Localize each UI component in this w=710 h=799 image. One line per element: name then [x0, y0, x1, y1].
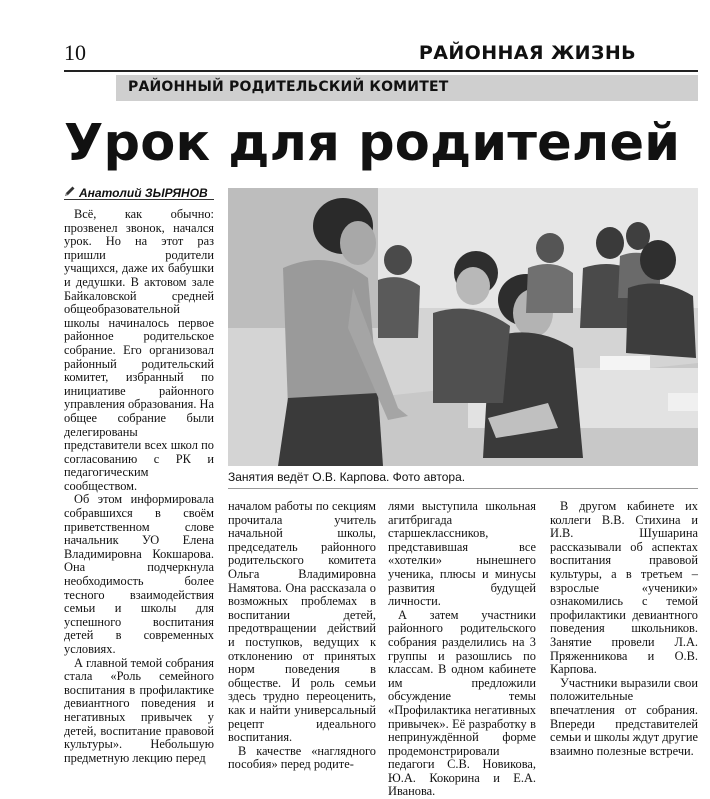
byline-underline [64, 199, 214, 200]
paragraph: А затем участники районного родительского собрания разделились на 3 группы и разошлись по классам. В одном кабинете им предложили обсуждение темы «Профилактика негативных привычек». Её разработку в непринуждённой форме продемонстрировали педагоги С.В. Новикова, Ю.А. Кокорина и Е.А. Иванова. [388, 607, 536, 799]
page-number: 10 [64, 40, 86, 65]
paragraph: В качестве «наглядного пособия» перед родите- [228, 743, 376, 772]
classroom-photo [228, 188, 698, 466]
article-headline: Урок для родителей [64, 114, 681, 173]
paragraph: Об этом информировала собравшихся в своём приветственном слове начальник УО Елена Владимировна Кокшарова. Она подчеркнула необходимость более тесного взаимодействия семьи и школы для успешного воспитания детей в современных условиях. [64, 492, 214, 656]
paragraph: Всё, как обычно: прозвенел звонок, начался урок. Но на этот раз пришли родители учащихся, даже их бабушки и дедушки. В актовом зале Байкаловской средней общеобразовательной школы начиналось первое районное родительское собрание. Его организовал районный родительский комитет, избранный по инициативе районного управления образования. На общее собрание были делегированы представители всех школ по согласованию с РК и педагогическим сообществом. [64, 207, 214, 493]
paragraph: В другом кабинете их коллеги В.В. Стихина и И.В. Шушарина рассказывали об аспектах воспитания правовой культуры, а в третьем – взрослые «ученики» ознакомились с темой профилактики девиантного поведения школьников. Занятие провели Л.А. Пряженникова и О.В. Карпова. [550, 499, 698, 677]
paragraph: А главной темой собрания стала «Роль семейного воспитания в профилактике девиантного поведения и негативных привычек у детей, воспитание правовой культуры». Небольшую предметную лекцию перед [64, 655, 214, 765]
text-column-4 [550, 500, 698, 764]
author-name: Анатолий ЗЫРЯНОВ [79, 185, 208, 200]
paragraph: Участники выразили свои положительные впечатления от собрания. Впереди представителей семьи и школы ждут другие взаимно полезные встречи. [550, 675, 698, 758]
paragraph: началом работы по секциям прочитала учитель начальной школы, председатель районного родительского комитета Ольга Владимировна Намятова. Она рассказала о возможных проблемах в воспитании детей, предотвращении действий и поступков, ведущих к отклонению от принятых норм поведения в обществе. И роль семьи здесь трудно переоценить, как и найти универсальный рецепт идеального воспитания. [228, 499, 376, 745]
text-column-2 [228, 499, 376, 772]
section-title: РАЙОННАЯ ЖИЗНЬ [418, 42, 636, 64]
article-photo [228, 188, 698, 466]
pencil-icon [64, 185, 76, 200]
text-column-3 [388, 499, 536, 799]
header-divider [64, 70, 698, 72]
text-column-1 [64, 208, 214, 764]
caption-divider [228, 488, 698, 489]
byline [64, 185, 214, 200]
paragraph: лями выступила школьная агитбригада старшеклассников, представившая все «хотелки» нынешнего ученика, плюсы и минусы развития будущей личности. [388, 499, 536, 609]
rubric-label: РАЙОННЫЙ РОДИТЕЛЬСКИЙ КОМИТЕТ [128, 79, 449, 95]
photo-caption: Занятия ведёт О.В. Карпова. Фото автора. [228, 470, 466, 484]
